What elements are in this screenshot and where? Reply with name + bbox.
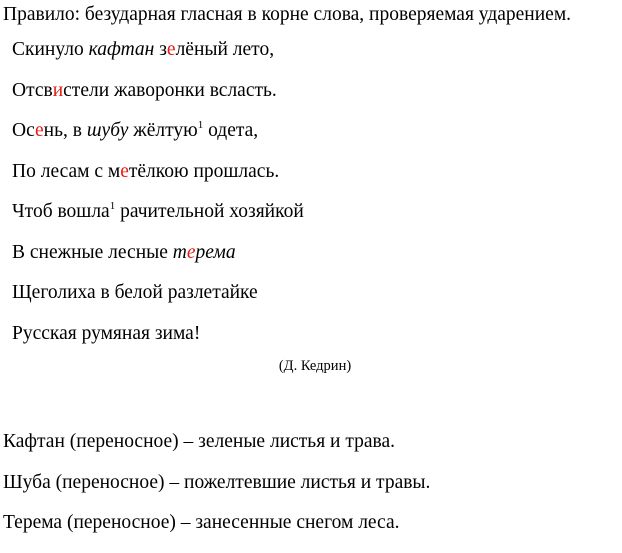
highlighted-vowel: е <box>166 39 176 60</box>
poem-line <box>12 161 304 202</box>
footnote-marker: 1 <box>197 119 204 131</box>
poem-text: т <box>172 241 187 263</box>
poem-text: Скинуло <box>12 39 89 60</box>
poem-author: (Д. Кедрин) <box>278 358 352 374</box>
poem-text: нь, в <box>43 120 87 141</box>
poem-line <box>12 120 304 161</box>
rule-heading: Правило: безударная гласная в корне слова, проверяемая ударением. <box>3 4 572 25</box>
footnote-marker: 1 <box>109 200 116 212</box>
glossary-item: Шуба (переносное) – пожелтевшие листья и травы. <box>3 471 431 493</box>
poem-text: кафтан <box>88 39 155 60</box>
poem-text: з <box>154 39 167 60</box>
glossary <box>3 431 430 553</box>
poem-text: одета, <box>203 120 259 141</box>
poem-text: Русская румяная зима! <box>12 322 201 344</box>
poem-line <box>12 242 304 283</box>
poem-text: Ос <box>12 120 35 141</box>
poem-line <box>12 80 304 121</box>
poem-line <box>12 201 304 242</box>
poem <box>12 39 304 363</box>
glossary-item: Терема (переносное) – занесенные снегом леса. <box>3 512 400 533</box>
poem-text: шубу <box>86 120 129 141</box>
highlighted-vowel: е <box>186 241 196 263</box>
poem-text: лёный лето, <box>175 39 275 60</box>
poem-text: стели жаворонки всласть. <box>63 79 277 101</box>
highlighted-vowel: и <box>52 79 64 101</box>
poem-text: тёлкою прошлась. <box>128 160 280 182</box>
poem-text: По лесам с м <box>12 160 121 182</box>
glossary-item: Кафтан (переносное) – зеленые листья и трава. <box>3 431 395 452</box>
poem-line <box>12 39 304 80</box>
poem-text: рема <box>195 241 236 263</box>
poem-text: рачительной хозяйкой <box>115 201 304 222</box>
highlighted-vowel: е <box>34 120 44 141</box>
poem-text: Отсв <box>12 79 53 101</box>
poem-line <box>12 282 304 323</box>
poem-text: В снежные лесные <box>12 241 173 263</box>
poem-text: Щеголиха в белой разлетайке <box>12 282 258 303</box>
poem-text: Чтоб вошла <box>12 201 110 222</box>
poem-text: жёлтую <box>128 120 198 141</box>
highlighted-vowel: е <box>120 160 129 182</box>
